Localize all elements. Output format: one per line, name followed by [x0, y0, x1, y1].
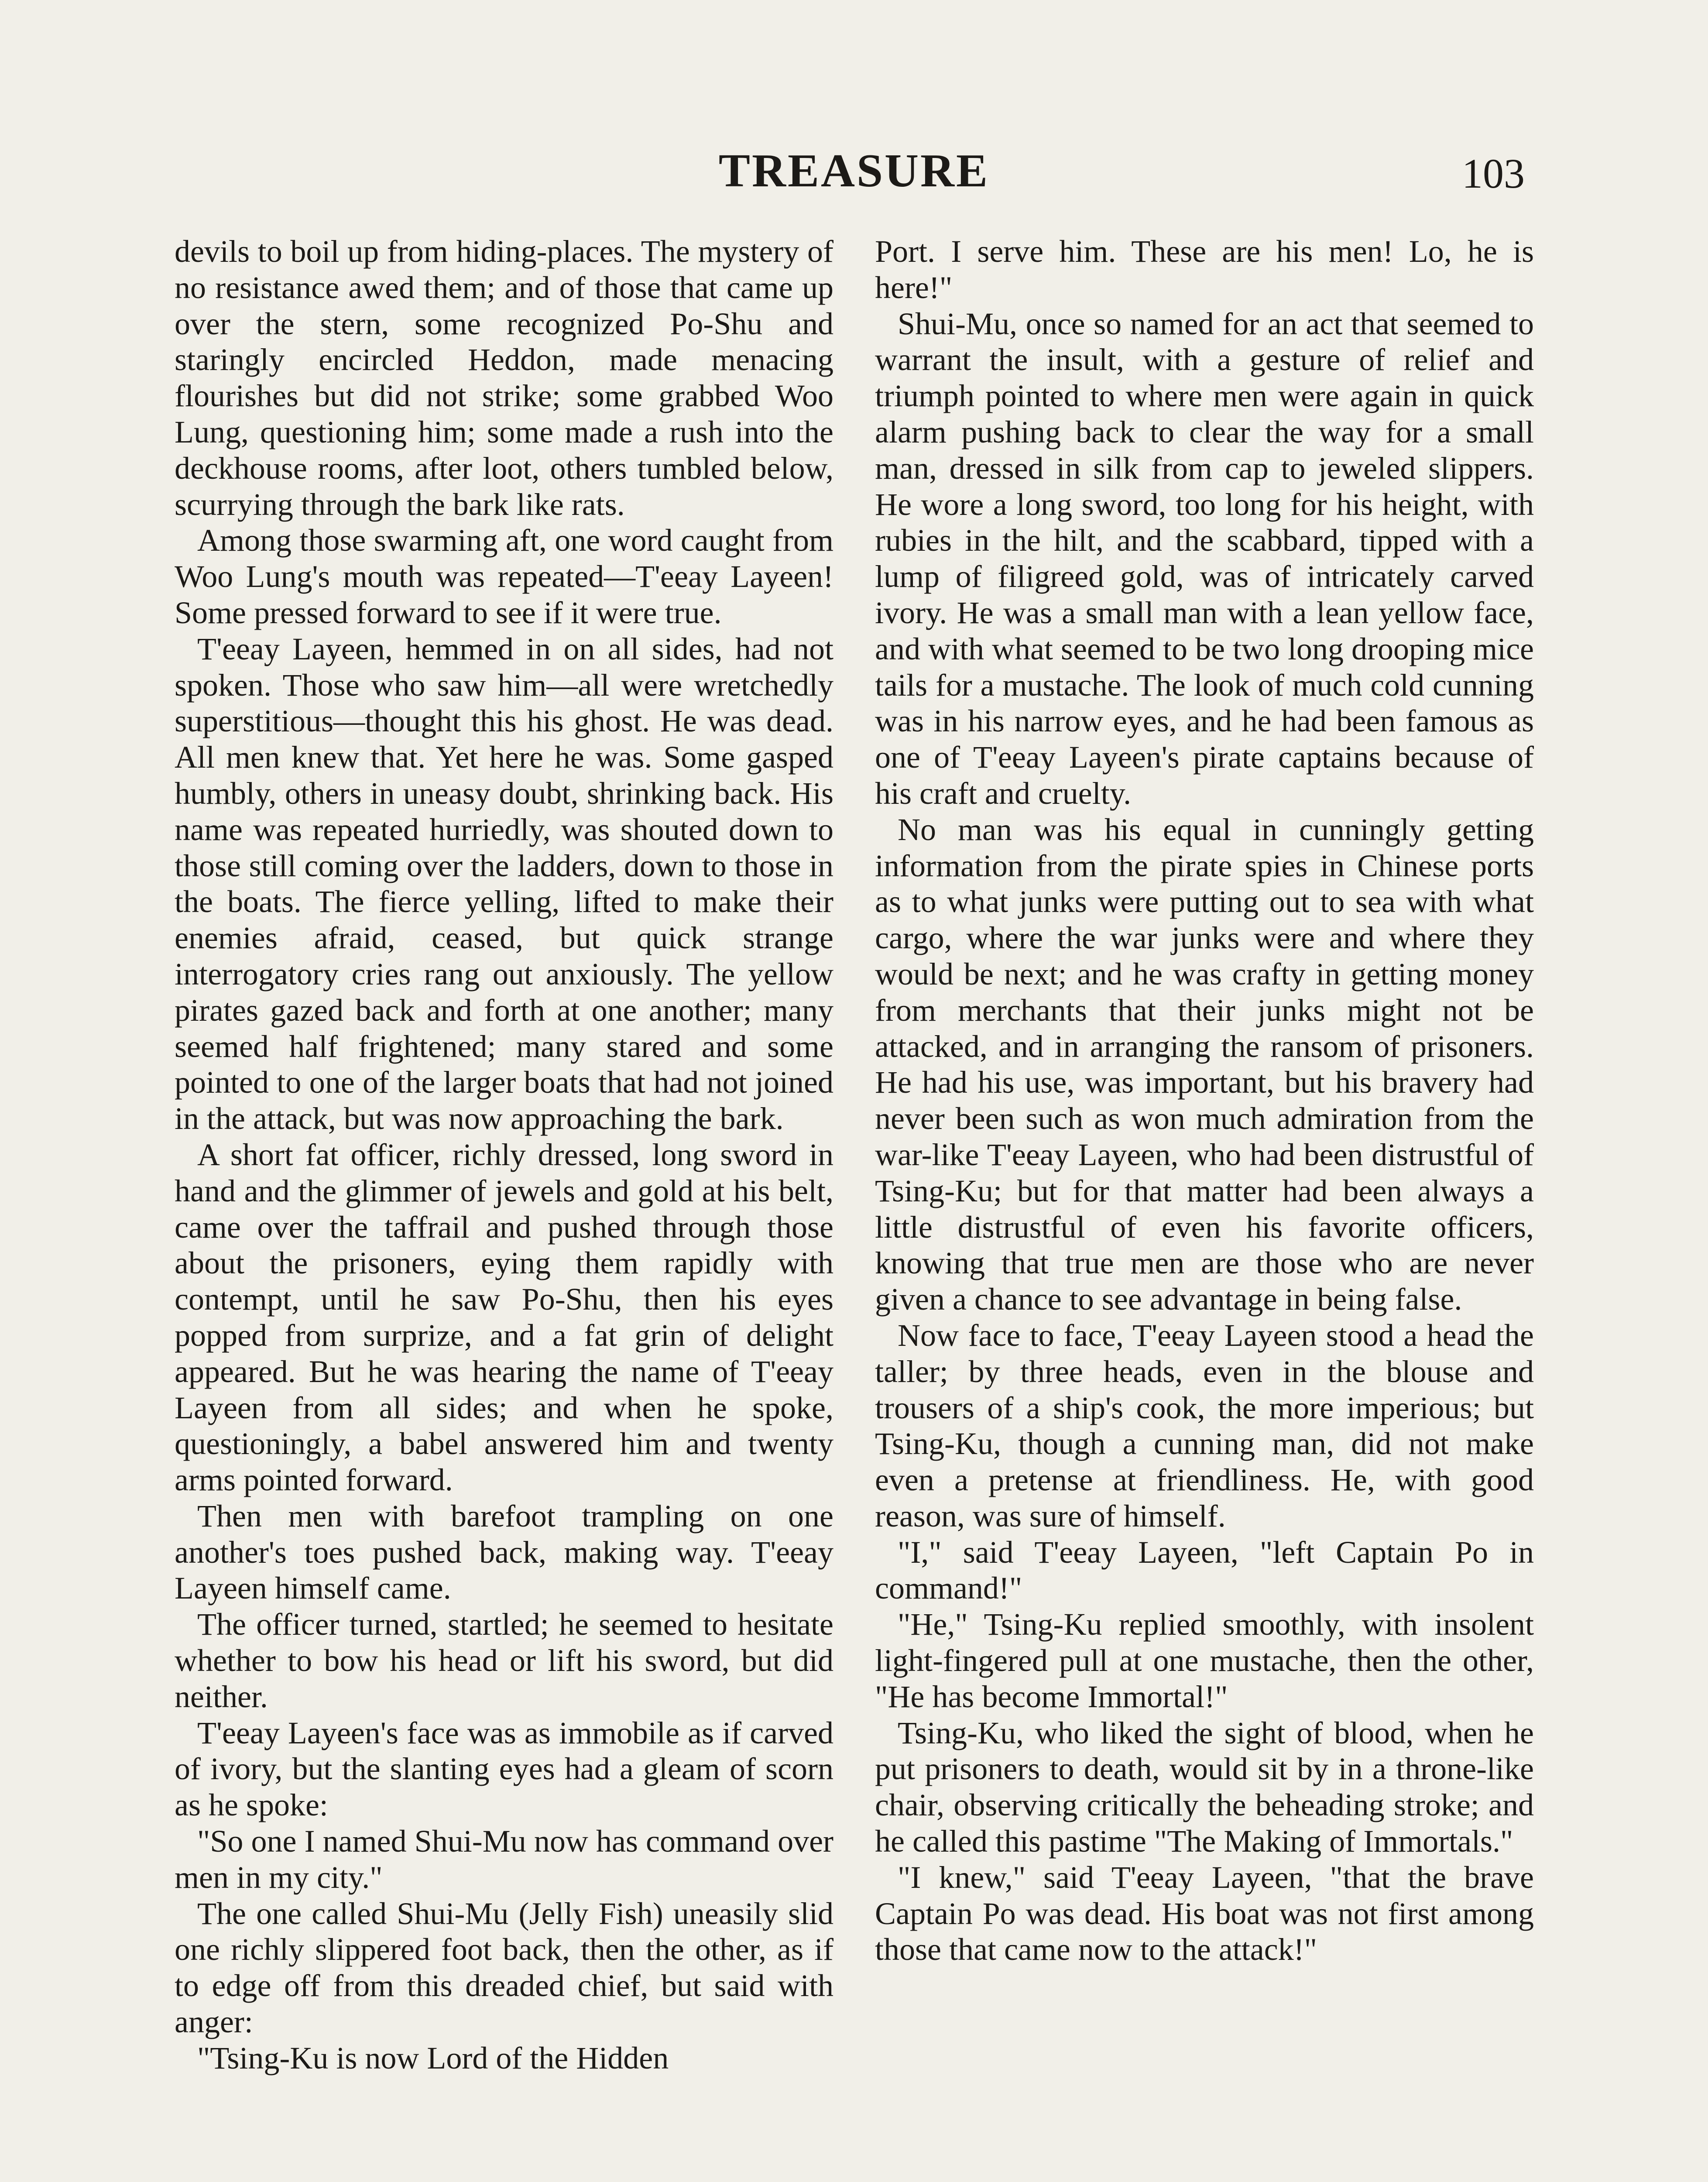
paragraph: Shui-Mu, once so named for an act that seemed to warrant the insult, with a gesture of relief and triumph pointed to where men were again in quick alarm pushing back to clear the way for a small man, dressed in silk from cap to jeweled slippers. He wore a long sword, too long for his height, with rubies in the hilt, and the scabbard, tipped with a lump of filigreed gold, was of intricately carved ivory. He was a small man with a lean yellow face, and with what seemed to be two long drooping mice tails for a mustache. The look of much cold cunning was in his narrow eyes, and he had been famous as one of T'eeay Layeen's pirate captains because of his craft and cruelty.: [875, 306, 1534, 811]
paragraph: Now face to face, T'eeay Layeen stood a head the taller; by three heads, even in the blouse and trousers of a ship's cook, the more imperious; but Tsing-Ku, though a cunning man, did not make even a pretense at friendliness. He, with good reason, was sure of himself.: [875, 1317, 1534, 1534]
paragraph: "I," said T'eeay Layeen, "left Captain Po in command!": [875, 1534, 1534, 1606]
paragraph: Tsing-Ku, who liked the sight of blood, when he put prisoners to death, would sit by in a throne-like chair, observing critically the beheading stroke; and he called this pastime "The Making of Immortals.": [875, 1715, 1534, 1859]
paragraph: The officer turned, startled; he seemed to hesitate whether to bow his head or lift his sword, but did neither.: [175, 1607, 833, 1714]
paragraph: devils to boil up from hiding-places. The mystery of no resistance awed them; and of those that came up over the stern, some recognized Po-Shu and staringly encircled Heddon, made menacing flourishes but did not strike; some grabbed Woo Lung, questioning him; some made a rush into the deckhouse rooms, after loot, others tumbled below, scurrying through the bark like rats.: [175, 234, 833, 522]
paragraph: No man was his equal in cunningly getting information from the pirate spies in Chinese ports as to what junks were putting out to sea with what cargo, where the war junks were and where they would be next; and he was crafty in getting money from merchants that their junks might not be attacked, and in arranging the ransom of prisoners. He had his use, was important, but his bravery had never been such as won much admiration from the war-like T'eeay Layeen, who had been distrustful of Tsing-Ku; but for that matter had been always a little distrustful of even his favorite officers, knowing that true men are those who are never given a chance to see advantage in being false.: [875, 812, 1534, 1317]
paragraph: The one called Shui-Mu (Jelly Fish) uneasily slid one richly slippered foot back, then the other, as if to edge off from this dreaded chief, but said with anger:: [175, 1896, 833, 2040]
paragraph: "So one I named Shui-Mu now has command over men in my city.": [175, 1824, 833, 1895]
right-column: [875, 233, 1534, 1968]
page-number: 103: [1462, 150, 1525, 197]
paragraph: T'eeay Layeen's face was as immobile as if carved of ivory, but the slanting eyes had a gleam of scorn as he spoke:: [175, 1715, 833, 1823]
left-column: [175, 233, 833, 2076]
page-title: TREASURE: [718, 145, 990, 197]
paragraph: "Tsing-Ku is now Lord of the Hidden: [197, 2040, 669, 2076]
paragraph: Among those swarming aft, one word caught from Woo Lung's mouth was repeated—T'eeay Layeen! Some pressed forward to see if it were true.: [175, 523, 833, 630]
paragraph: "He," Tsing-Ku replied smoothly, with insolent light-fingered pull at one mustache, then the other, "He has become Immortal!": [875, 1607, 1534, 1714]
paragraph: T'eeay Layeen, hemmed in on all sides, had not spoken. Those who saw him—all were wretchedly superstitious—thought this his ghost. He was dead. All men knew that. Yet here he was. Some gasped humbly, others in uneasy doubt, shrinking back. His name was repeated hurriedly, was shouted down to those still coming over the ladders, down to those in the boats. The fierce yelling, lifted to make their enemies afraid, ceased, but quick strange interrogatory cries rang out anxiously. The yellow pirates gazed back and forth at one another; many seemed half frightened; many stared and some pointed to one of the larger boats that had not joined in the attack, but was now approaching the bark.: [175, 631, 833, 1136]
paragraph: "I knew," said T'eeay Layeen, "that the brave Captain Po was dead. His boat was not first among those that came now to the attack!": [875, 1860, 1534, 1967]
paragraph: A short fat officer, richly dressed, long sword in hand and the glimmer of jewels and gold at his belt, came over the taffrail and pushed through those about the prisoners, eying them rapidly with contempt, until he saw Po-Shu, then his eyes popped from surprize, and a fat grin of delight appeared. But he was hearing the name of T'eeay Layeen from all sides; and when he spoke, questioningly, a babel answered him and twenty arms pointed forward.: [175, 1137, 833, 1498]
running-head: [0, 144, 1708, 205]
paragraph: Then men with barefoot trampling on one another's toes pushed back, making way. T'eeay Layeen himself came.: [175, 1498, 833, 1606]
paragraph: Port. I serve him. These are his men! Lo, he is here!": [875, 234, 1534, 305]
